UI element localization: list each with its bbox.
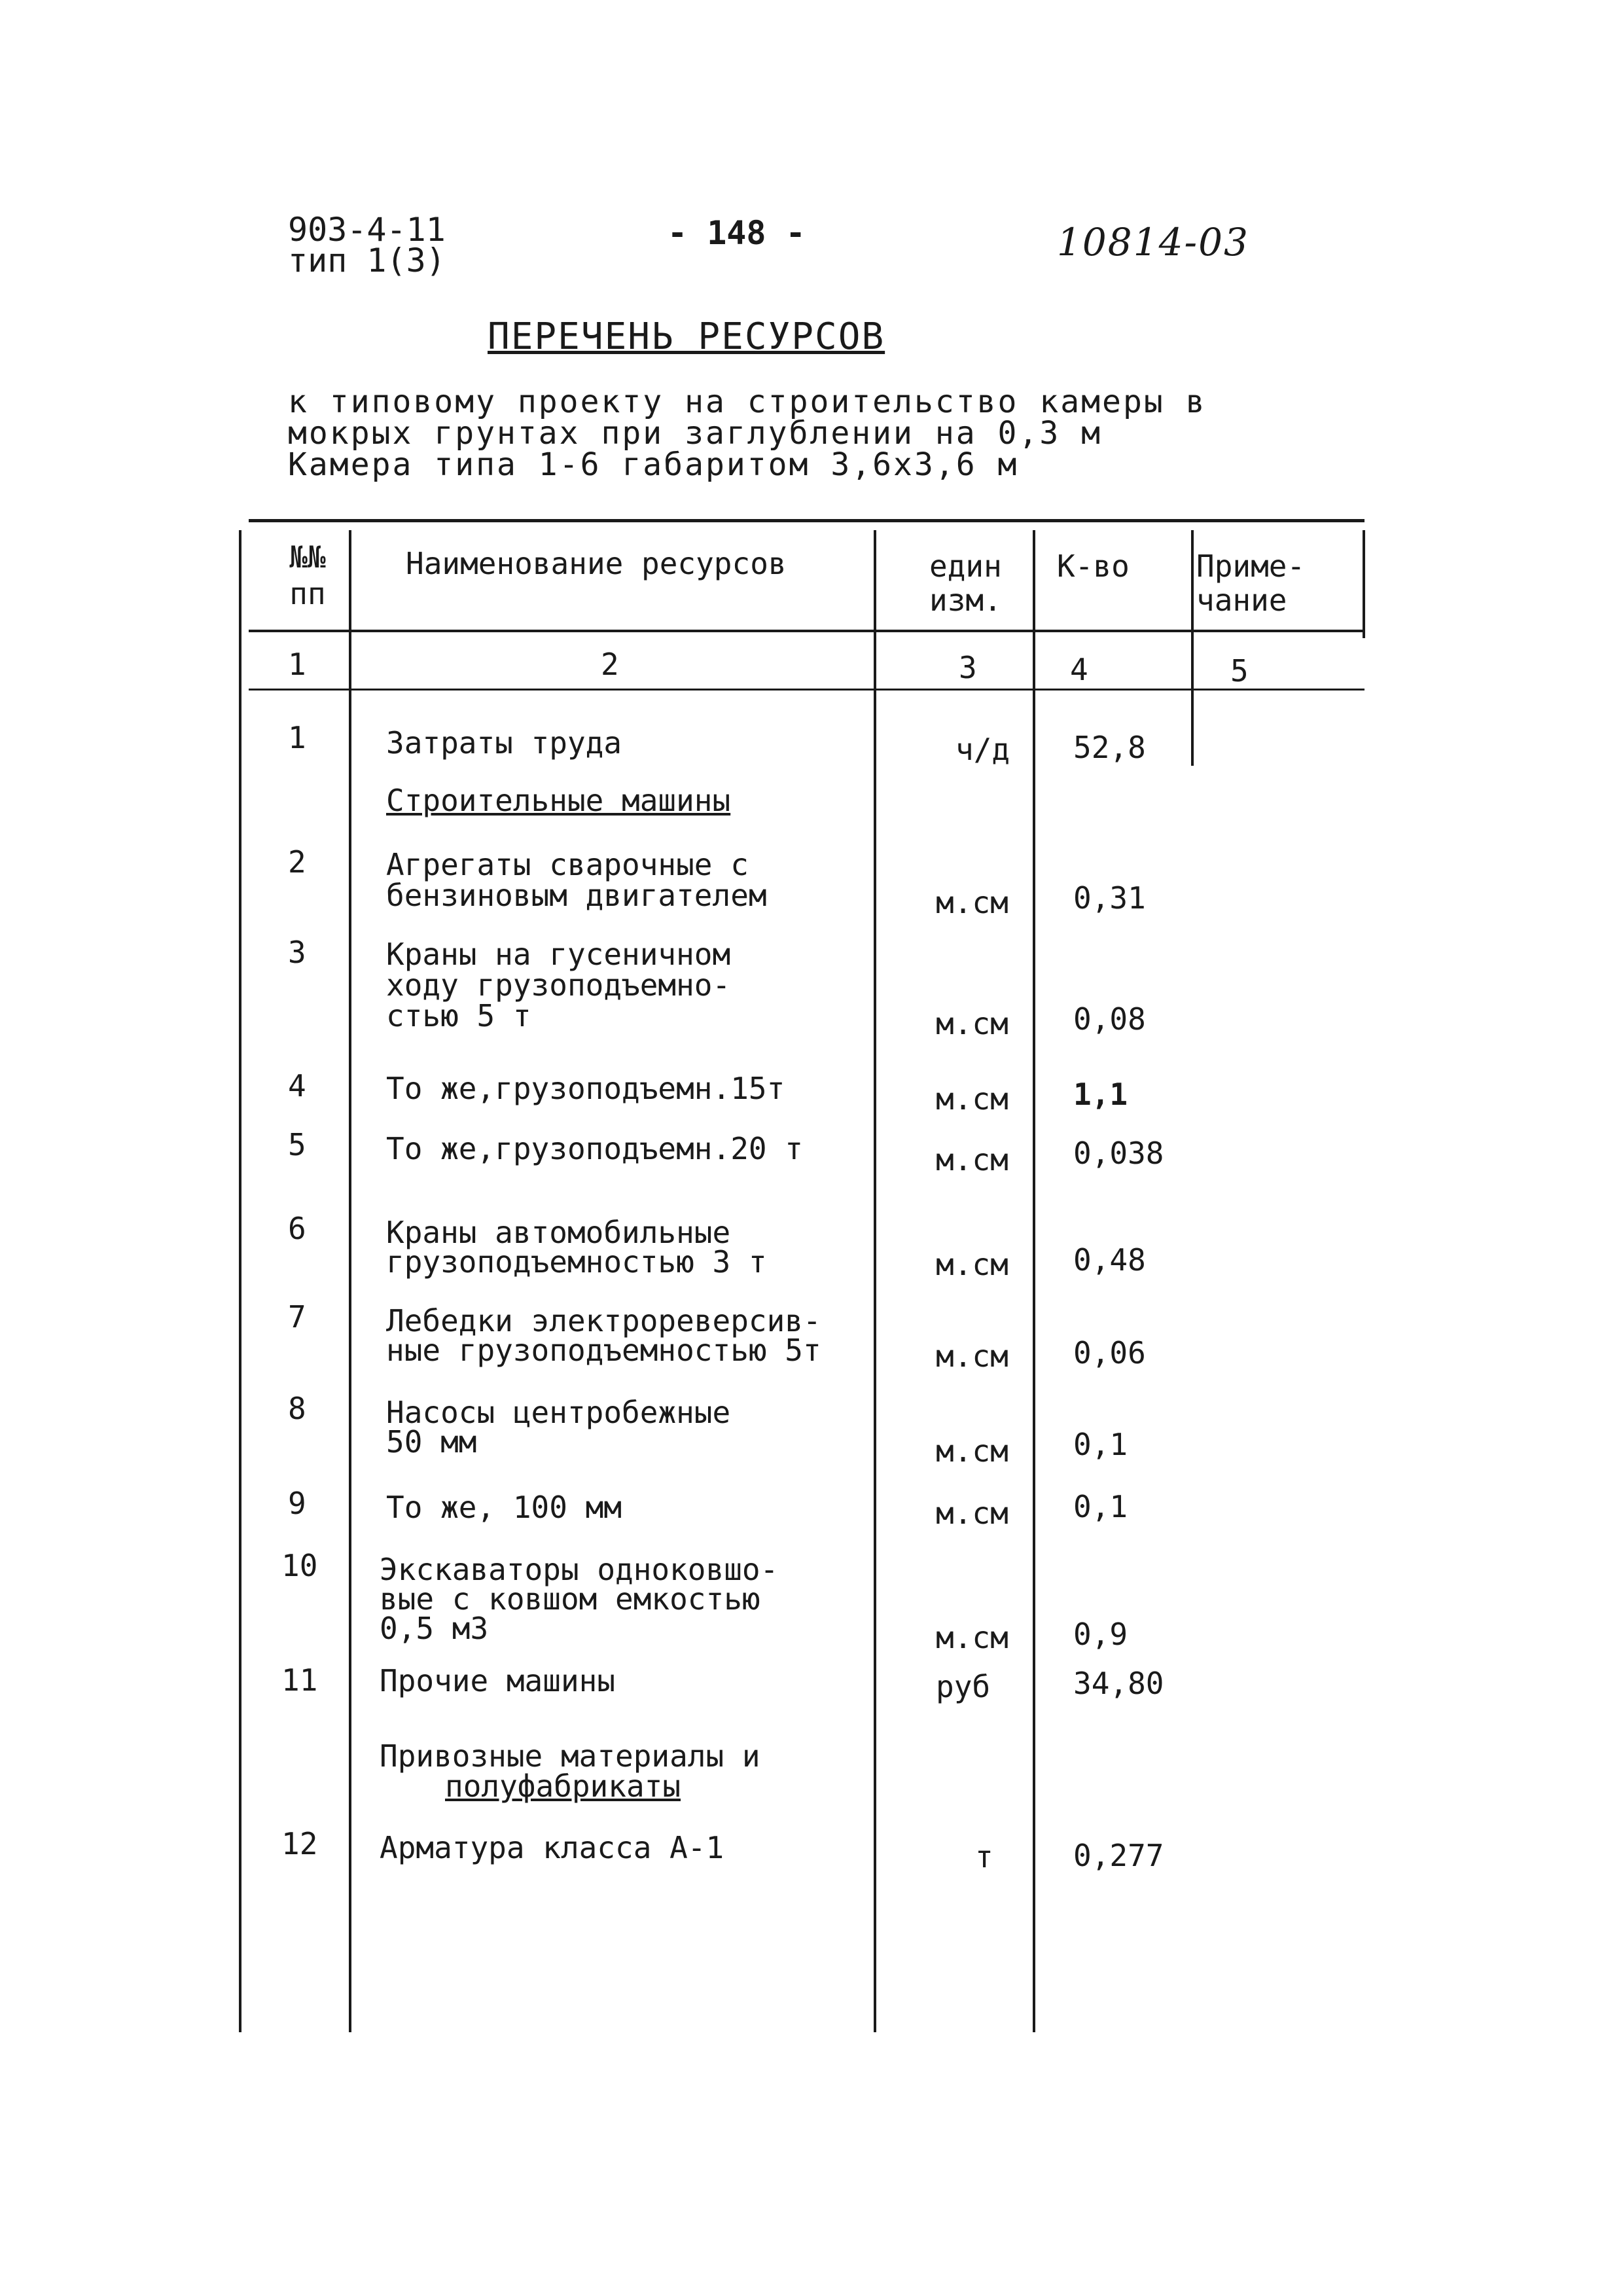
column-number-5: 5 bbox=[1230, 653, 1249, 689]
resource-quantity: 0,06 bbox=[1073, 1335, 1146, 1371]
row-number: 11 bbox=[281, 1662, 318, 1698]
header-unit-line2: изм. bbox=[929, 583, 1002, 618]
resource-unit: м.см bbox=[936, 1142, 1008, 1177]
column-number-divider bbox=[249, 689, 1364, 691]
resource-quantity: 0,1 bbox=[1073, 1489, 1128, 1524]
resource-name: ные грузоподъемностью 5т bbox=[386, 1333, 821, 1368]
resource-name: Арматура класса А-1 bbox=[380, 1830, 724, 1865]
resource-quantity: 0,277 bbox=[1073, 1838, 1164, 1873]
page-number: - 148 - bbox=[668, 214, 806, 252]
intro-line-2: мокрых грунтах при заглублении на 0,3 м bbox=[288, 415, 1103, 452]
resource-name: То же,грузоподъемн.20 т bbox=[386, 1131, 803, 1166]
resource-quantity: 0,1 bbox=[1073, 1427, 1128, 1462]
header-divider bbox=[249, 630, 1364, 632]
resource-quantity: 52,8 bbox=[1073, 730, 1146, 765]
resource-name: Краны на гусеничном bbox=[386, 937, 731, 972]
resource-unit: руб bbox=[936, 1669, 991, 1704]
section-heading-machines: Строительные машины bbox=[386, 783, 731, 818]
row-number: 12 bbox=[281, 1826, 318, 1861]
resource-name: Экскаваторы одноковшо- bbox=[380, 1552, 779, 1587]
resource-name: бензиновым двигателем bbox=[386, 878, 767, 913]
resource-quantity: 0,48 bbox=[1073, 1242, 1146, 1278]
row-number: 6 bbox=[288, 1211, 306, 1246]
column-line-left bbox=[239, 530, 241, 2032]
resource-unit: м.см bbox=[936, 1496, 1008, 1531]
column-number-1: 1 bbox=[288, 647, 306, 682]
document-type: тип 1(3) bbox=[288, 242, 446, 279]
column-line-right bbox=[1363, 530, 1365, 638]
resource-unit: м.см bbox=[936, 885, 1008, 920]
handwritten-doc-number: 10814-03 bbox=[1057, 220, 1249, 264]
section-heading-materials-line2: полуфабрикаты bbox=[445, 1768, 681, 1804]
column-line-2 bbox=[874, 530, 876, 2032]
resource-quantity: 0,08 bbox=[1073, 1001, 1146, 1037]
column-line-3 bbox=[1033, 530, 1035, 2032]
header-number-line2: пп bbox=[289, 576, 326, 611]
resource-name: Прочие машины bbox=[380, 1663, 616, 1698]
resource-quantity: 0,038 bbox=[1073, 1136, 1164, 1171]
header-unit-line1: един bbox=[929, 548, 1002, 584]
resource-name: 50 мм bbox=[386, 1424, 477, 1460]
document-code: 903-4-11 bbox=[288, 211, 446, 249]
row-number: 5 bbox=[288, 1127, 306, 1162]
resource-quantity: 1,1 bbox=[1073, 1077, 1128, 1112]
table-top-border bbox=[249, 519, 1364, 522]
page-title: ПЕРЕЧЕНЬ РЕСУРСОВ bbox=[488, 315, 885, 358]
intro-line-1: к типовому проекту на строительство камеры в bbox=[288, 384, 1207, 420]
row-number: 1 bbox=[288, 720, 306, 755]
row-number: 10 bbox=[281, 1548, 318, 1583]
row-number: 2 bbox=[288, 844, 306, 880]
resource-unit: м.см bbox=[936, 1433, 1008, 1469]
resource-name: То же,грузоподъемн.15т bbox=[386, 1071, 785, 1106]
resource-name: Краны автомобильные bbox=[386, 1215, 731, 1250]
resource-name: Лебедки электрореверсив- bbox=[386, 1303, 821, 1338]
resource-quantity: 0,31 bbox=[1073, 880, 1146, 916]
row-number: 3 bbox=[288, 935, 306, 970]
column-number-2: 2 bbox=[601, 647, 619, 682]
resource-unit: м.см bbox=[936, 1620, 1008, 1655]
header-quantity: К-во bbox=[1057, 548, 1130, 584]
resource-name: вые с ковшом емкостью bbox=[380, 1581, 760, 1617]
row-number: 9 bbox=[288, 1486, 306, 1521]
resource-unit: м.см bbox=[936, 1081, 1008, 1117]
header-number-line1: №№ bbox=[289, 539, 326, 575]
resource-quantity: 0,9 bbox=[1073, 1617, 1128, 1652]
resource-quantity: 34,80 bbox=[1073, 1666, 1164, 1701]
resource-name: стью 5 т bbox=[386, 998, 531, 1033]
intro-line-3: Камера типа 1-6 габаритом 3,6х3,6 м bbox=[288, 446, 1019, 483]
row-number: 8 bbox=[288, 1391, 306, 1426]
resource-unit: ч/д bbox=[955, 732, 1010, 767]
header-note-line1: Приме- bbox=[1196, 548, 1306, 584]
header-resource-name: Наименование ресурсов bbox=[406, 546, 787, 581]
resource-name: ходу грузоподъемно- bbox=[386, 967, 731, 1003]
resource-unit: м.см bbox=[936, 1006, 1008, 1041]
resource-name: Насосы центробежные bbox=[386, 1395, 731, 1430]
column-number-4: 4 bbox=[1070, 652, 1088, 687]
resource-name: Агрегаты сварочные с bbox=[386, 847, 749, 882]
column-line-1 bbox=[349, 530, 351, 2032]
header-note-line2: чание bbox=[1196, 583, 1287, 618]
resource-unit: м.см bbox=[936, 1247, 1008, 1282]
resource-name: 0,5 м3 bbox=[380, 1611, 489, 1646]
column-number-3: 3 bbox=[959, 650, 977, 685]
section-heading-materials-line1: Привозные материалы и bbox=[380, 1738, 760, 1774]
resource-name: Затраты труда bbox=[386, 725, 622, 761]
row-number: 4 bbox=[288, 1068, 306, 1103]
resource-name: грузоподъемностью 3 т bbox=[386, 1244, 767, 1280]
resource-name: То же, 100 мм bbox=[386, 1490, 622, 1525]
resource-unit: т bbox=[975, 1839, 993, 1874]
column-line-4 bbox=[1191, 530, 1194, 766]
row-number: 7 bbox=[288, 1299, 306, 1335]
resource-unit: м.см bbox=[936, 1338, 1008, 1374]
